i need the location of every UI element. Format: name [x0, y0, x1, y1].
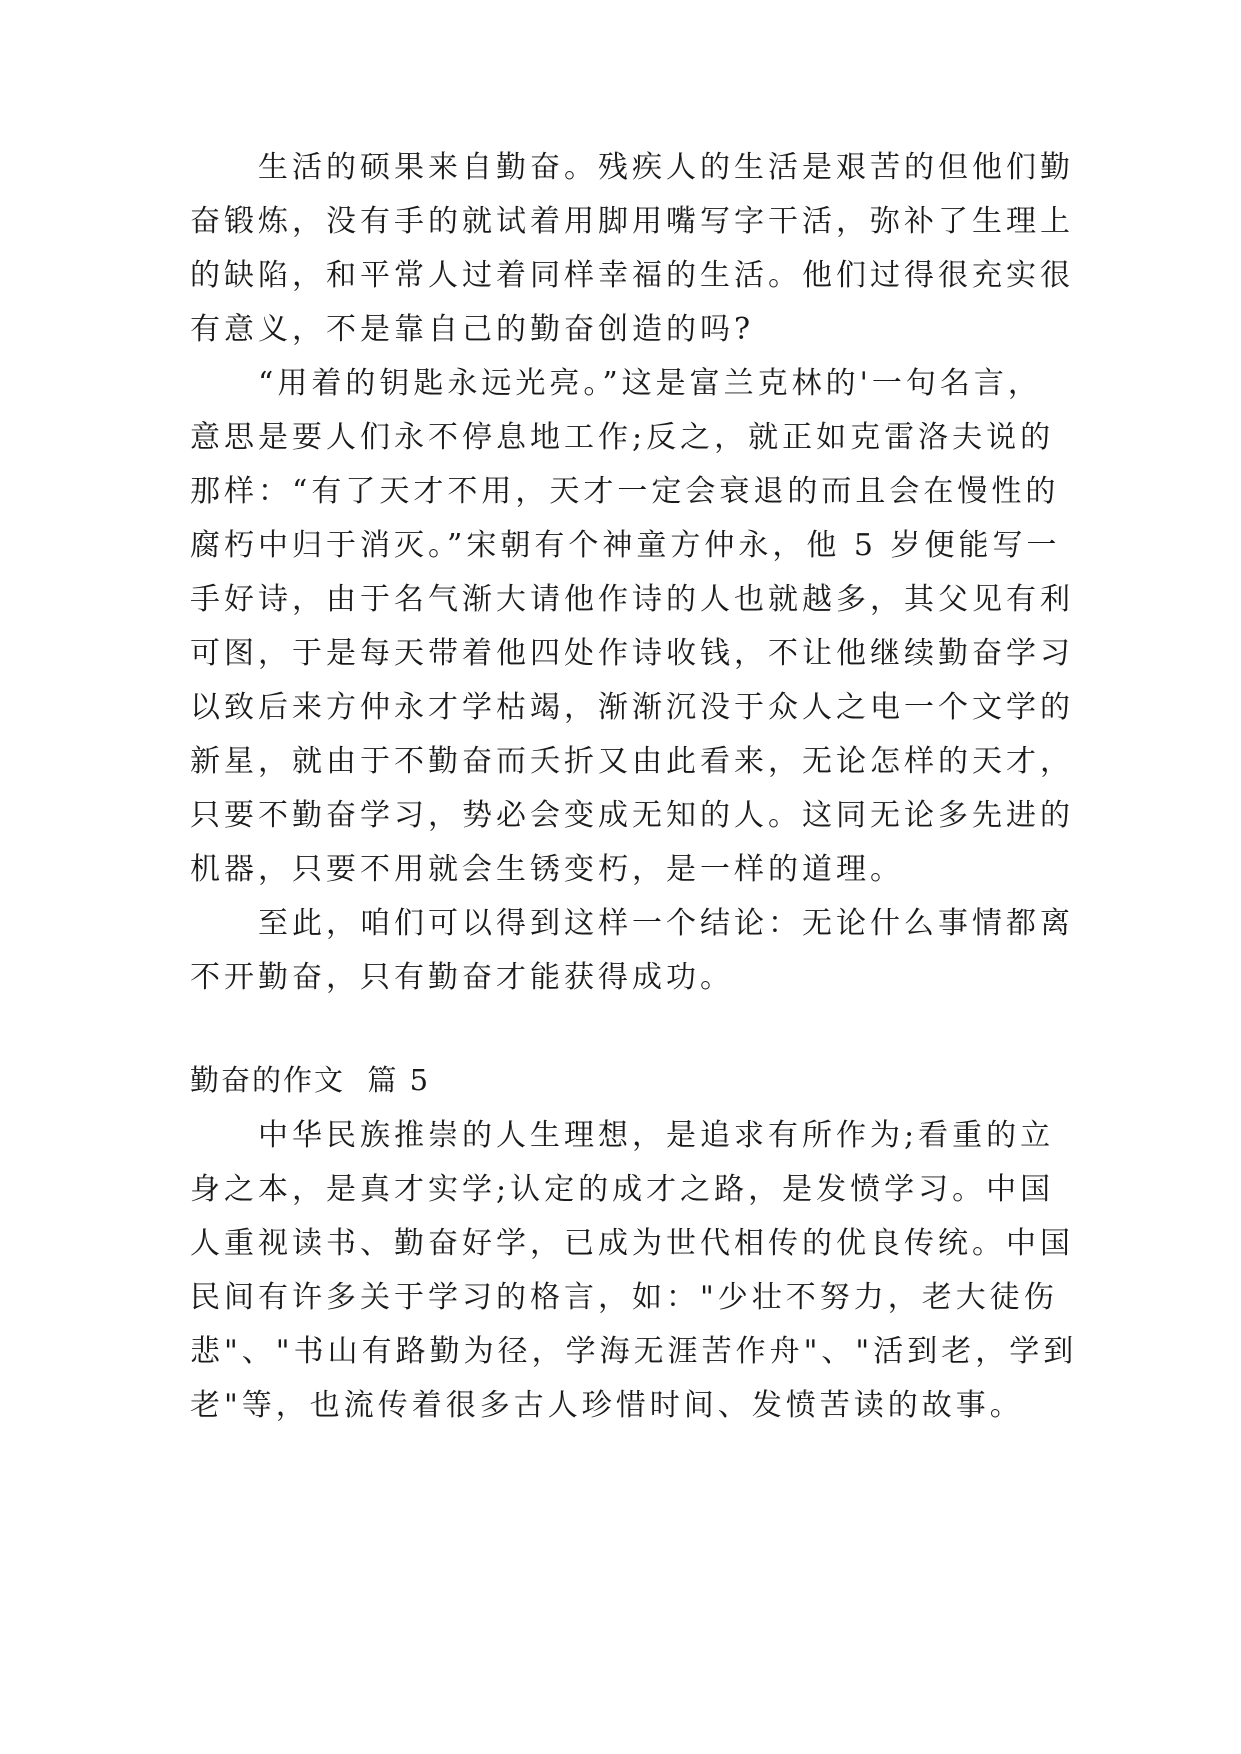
paragraph-line: 老"等，也流传着很多古人珍惜时间、发愤苦读的故事。 [190, 1388, 1024, 1423]
section-heading: 勤奋的作文 篇 5 [190, 1063, 431, 1097]
paragraph-line: 机器，只要不用就会生锈变朽，是一样的道理。 [190, 852, 904, 887]
paragraph-line: 可图，于是每天带着他四处作诗收钱，不让他继续勤奋学习 [190, 636, 1074, 671]
paragraph-line: “用着的钥匙永远光亮。”这是富兰克林的'一句名言， [258, 366, 1042, 401]
paragraph-line: 悲"、"书山有路勤为径，学海无涯苦作舟"、"活到老，学到 [190, 1334, 1078, 1369]
paragraph-line: 民间有许多关于学习的格言，如："少壮不努力，老大徒伤 [190, 1280, 1058, 1315]
paragraph-line: 的缺陷，和平常人过着同样幸福的生活。他们过得很充实很 [190, 258, 1074, 293]
paragraph-line: 身之本，是真才实学;认定的成才之路，是发愤学习。中国 [190, 1172, 1055, 1207]
paragraph-line: 不开勤奋，只有勤奋才能获得成功。 [190, 960, 734, 995]
paragraph-line: 腐朽中归于消灭。”宋朝有个神童方仲永，他 5 岁便能写一 [190, 528, 1061, 563]
paragraph-line: 奋锻炼，没有手的就试着用脚用嘴写字干活，弥补了生理上 [190, 204, 1074, 239]
paragraph-line: 以致后来方仲永才学枯竭，渐渐沉没于众人之电一个文学的 [190, 690, 1074, 725]
paragraph-line: 新星，就由于不勤奋而夭折又由此看来，无论怎样的天才， [190, 744, 1074, 779]
paragraph-line: 至此，咱们可以得到这样一个结论：无论什么事情都离 [258, 906, 1074, 941]
paragraph-line: 意思是要人们永不停息地工作;反之，就正如克雷洛夫说的 [190, 420, 1055, 455]
paragraph-line: 生活的硕果来自勤奋。残疾人的生活是艰苦的但他们勤 [258, 150, 1074, 185]
paragraph-line: 手好诗，由于名气渐大请他作诗的人也就越多，其父见有利 [190, 582, 1074, 617]
paragraph-line: 人重视读书、勤奋好学，已成为世代相传的优良传统。中国 [190, 1226, 1074, 1261]
paragraph-line: 只要不勤奋学习，势必会变成无知的人。这同无论多先进的 [190, 798, 1074, 833]
paragraph-line: 中华民族推崇的人生理想，是追求有所作为;看重的立 [258, 1118, 1055, 1153]
paragraph-line: 有意义，不是靠自己的勤奋创造的吗? [190, 312, 755, 347]
paragraph-line: 那样：“有了天才不用，天才一定会衰退的而且会在慢性的 [190, 474, 1060, 509]
